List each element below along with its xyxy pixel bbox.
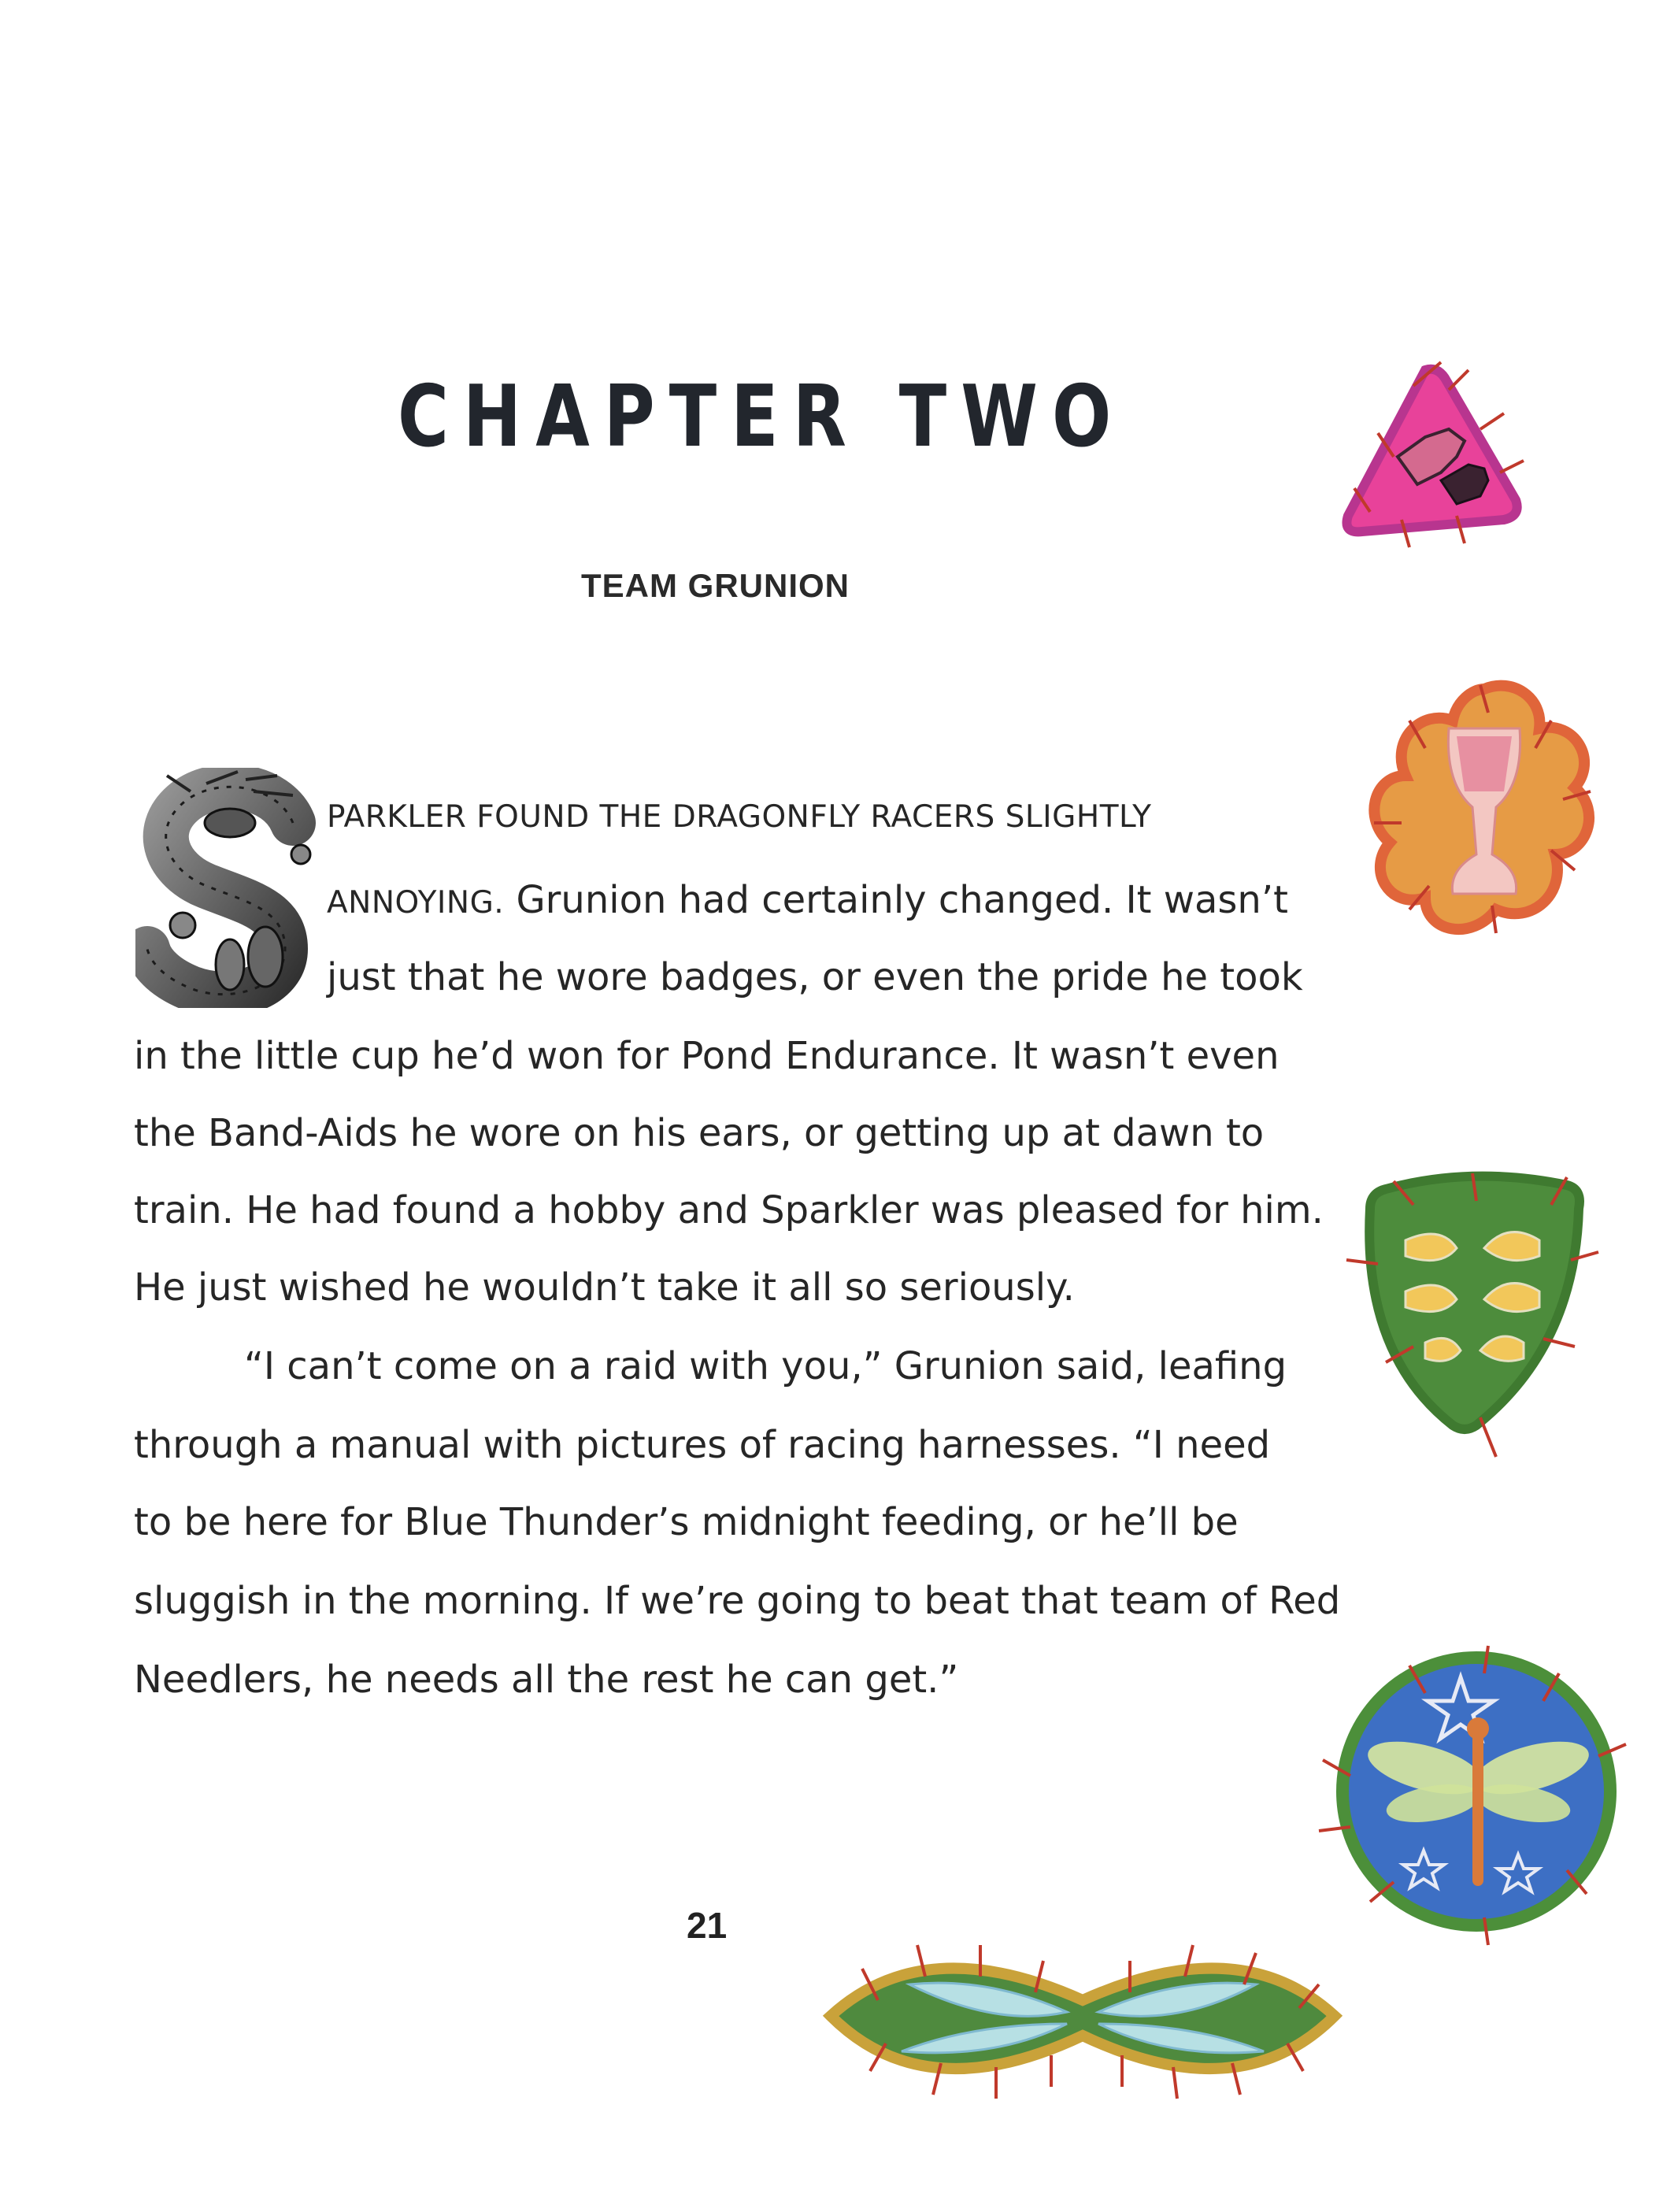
smallcaps-word: ANNOYING. xyxy=(327,885,505,921)
body-line-7: He just wished he wouldn’t take it all so seriously. xyxy=(134,1265,1075,1310)
page-number: 21 xyxy=(687,1905,728,1946)
body-line-9: through a manual with pictures of racing harnesses. “I need xyxy=(134,1423,1271,1467)
body-line-5: the Band-Aids he wore on his ears, or getting up at dawn to xyxy=(134,1111,1265,1155)
wings-patch xyxy=(1339,1165,1606,1465)
body-line-8: “I can’t come on a raid with you,” Grunion said, leafing xyxy=(244,1344,1287,1388)
body-line-12: Needlers, he needs all the rest he can get.” xyxy=(134,1658,959,1702)
chapter-title: CHAPTER TWO xyxy=(398,368,1126,466)
body-line-10: to be here for Blue Thunder’s midnight feeding, or he’ll be xyxy=(134,1500,1239,1544)
dropcap-s-illustration xyxy=(135,768,340,1008)
opening-line: PARKLER FOUND THE DRAGONFLY RACERS SLIGHTLY xyxy=(327,799,1152,835)
body-line-2-rest: Grunion had certainly changed. It wasn’t xyxy=(504,878,1288,922)
trophy-cup-patch xyxy=(1362,673,1606,953)
chapter-subtitle: TEAM GRUNION xyxy=(581,567,850,604)
double-wing-patch xyxy=(815,1898,1350,2134)
body-line-2 xyxy=(327,878,1288,922)
dragonfly-star-patch xyxy=(1307,1642,1638,1949)
body-line-6: train. He had found a hobby and Sparkler was pleased for him. xyxy=(134,1188,1324,1232)
body-line-11: sluggish in the morning. If we’re going to beat that team of Red xyxy=(134,1579,1341,1623)
hand-patch xyxy=(1331,354,1528,551)
body-line-3: just that he wore badges, or even the pride he took xyxy=(327,955,1303,999)
body-line-4: in the little cup he’d won for Pond Endurance. It wasn’t even xyxy=(134,1034,1280,1078)
